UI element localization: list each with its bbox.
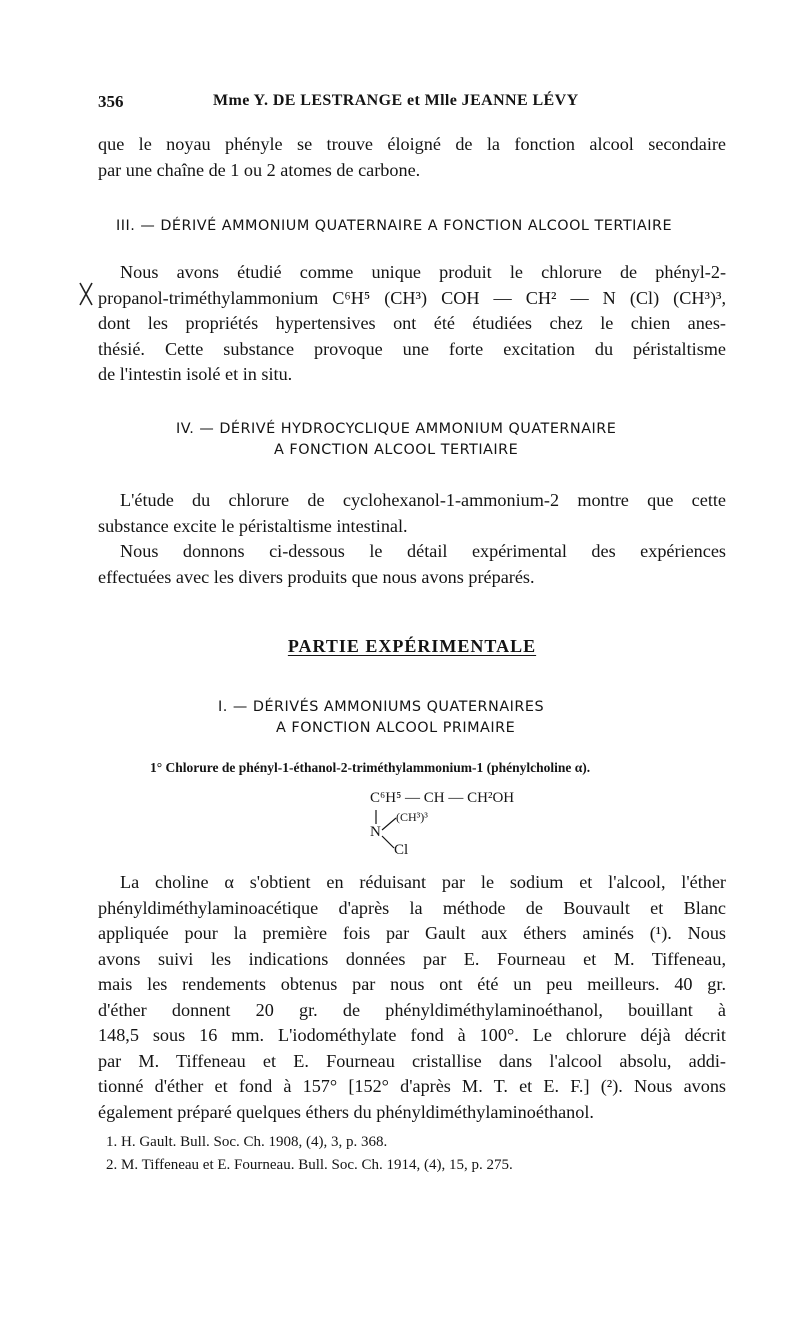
text-line: également préparé quelques éthers du phényldiméthylaminoéthanol. [98,1101,594,1122]
experimental-subheading-line1: I. — DÉRIVÉS AMMONIUMS QUATERNAIRES [218,699,545,715]
text-line: substance excite le péristaltisme intestinal. [98,515,408,536]
formula-substituent: (CH³)³ [396,810,428,824]
intro-paragraph [98,132,726,183]
footnote-1: 1. H. Gault. Bull. Soc. Ch. 1908, (4), 3, p. 368. [106,1134,388,1150]
section-iii-paragraph [98,260,726,388]
text-line: propanol-triméthylammonium C⁶H⁵ (CH³) COH — CH² — N (Cl) (CH³)³, [98,287,726,308]
text-line: effectuées avec les divers produits que nous avons préparés. [98,566,535,587]
text-line: par une chaîne de 1 ou 2 atomes de carbone. [98,159,421,180]
text-line: de l'intestin isolé et in situ. [98,364,293,384]
compound-title: 1° Chlorure de phényl-1-éthanol-2-triméthylammonium-1 (phénylcholine α). [150,760,591,775]
text-line: dont les propriétés hypertensives ont été étudiées chez le chien anes- [98,313,726,333]
experimental-subheading-line2: A FONCTION ALCOOL PRIMAIRE [276,720,516,736]
footnote-2: 2. M. Tiffeneau et E. Fourneau. Bull. Soc. Ch. 1914, (4), 15, p. 275. [106,1157,513,1173]
section-heading-iv-line1: IV. — DÉRIVÉ HYDROCYCLIQUE AMMONIUM QUATERNAIRE [176,421,617,437]
section-iv-paragraph [98,488,726,590]
structural-formula [370,790,515,860]
text-line: que le noyau phényle se trouve éloigné de la fonction alcool secondaire [98,134,726,154]
section-heading-iv-line2: A FONCTION ALCOOL TERTIAIRE [274,442,519,458]
text-line: La choline α s'obtient en réduisant par le sodium et l'alcool, l'éther [120,872,726,892]
formula-bonds [370,790,500,860]
text-line: Nous avons étudié comme unique produit le chlorure de phényl-2- [120,262,726,282]
text-line: L'étude du chlorure de cyclohexanol-1-ammonium-2 montre que cette [120,490,726,510]
running-head: Mme Y. DE LESTRANGE et Mlle JEANNE LÉVY [213,92,579,109]
text-line: par M. Tiffeneau et E. Fourneau cristallise dans l'alcool absolu, addi- [98,1050,726,1071]
text-line: 148,5 sous 16 mm. L'iodométhylate fond à 100°. Le chlorure déjà décrit [98,1025,726,1045]
page-number: 356 [98,92,124,111]
section-heading-iii: III. — DÉRIVÉ AMMONIUM QUATERNAIRE A FONCTION ALCOOL TERTIAIRE [116,218,673,234]
text-line: phényldiméthylaminoacétique d'après la méthode de Bouvault et Blanc [98,897,726,918]
text-line: avons suivi les indications données par E. Fourneau et M. Tiffeneau, [98,948,726,969]
formula-chlorine: Cl [394,842,409,858]
text-line: thésié. Cette substance provoque une forte excitation du péristaltisme [98,338,726,359]
text-line: Nous donnons ci-dessous le détail expérimental des expériences [120,541,726,561]
formula-nitrogen: N [370,824,381,840]
text-line: mais les rendements obtenus par nous ont été un peu meilleurs. 40 gr. [98,974,726,994]
formula-main-chain: C⁶H⁵ — CH — CH²OH [370,790,515,806]
margin-cross-mark [76,279,96,309]
text-line: d'éther donnent 20 gr. de phényldiméthylaminoéthanol, bouillant à [98,999,726,1020]
text-line: tionné d'éther et fond à 157° [152° d'après M. T. et E. F.] (²). Nous avons [98,1076,726,1096]
text-line: appliquée pour la première fois par Gault aux éthers aminés (¹). Nous [98,923,726,943]
page-header [98,92,728,118]
experimental-paragraph [98,870,726,1125]
experimental-title: PARTIE EXPÉRIMENTALE [287,636,537,656]
